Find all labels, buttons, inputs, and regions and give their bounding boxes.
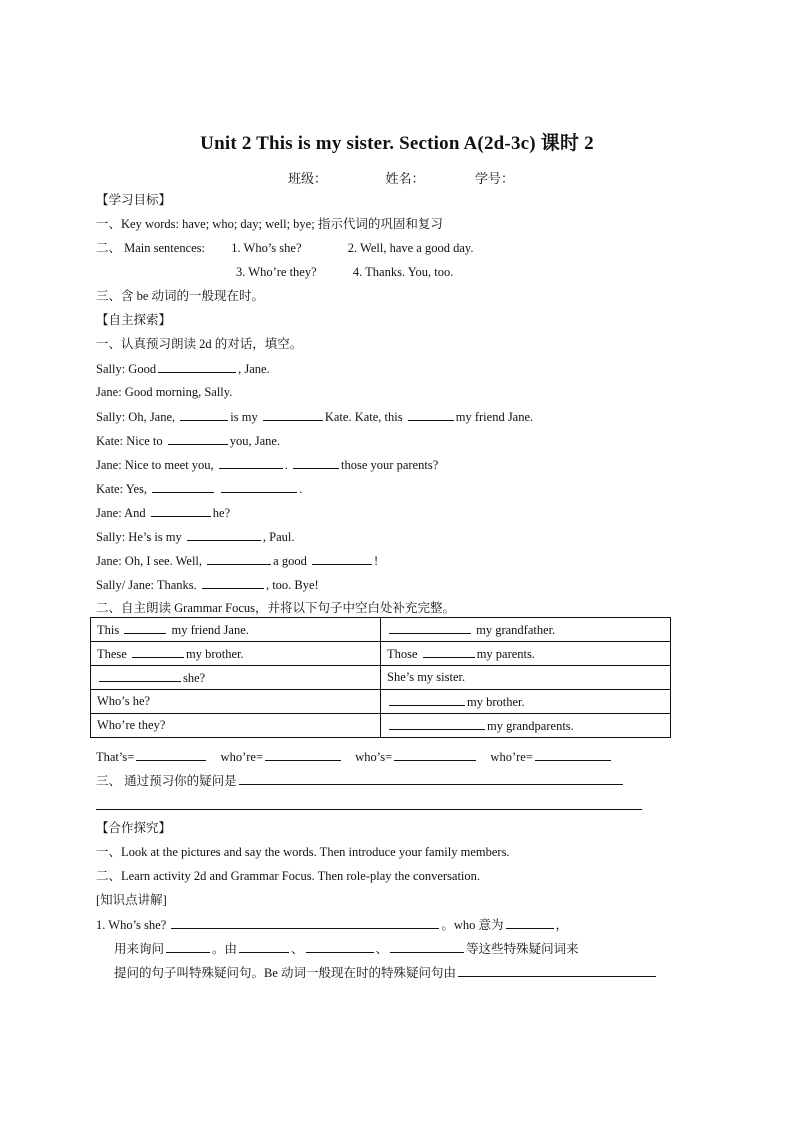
- dialogue-line-1: [96, 360, 270, 377]
- dialogue-text: Kate: Yes,: [96, 482, 148, 496]
- name-label: 姓名：: [385, 171, 425, 186]
- class-label: 班级：: [288, 171, 328, 186]
- coop-item-1: 一、Look at the pictures and say the words. Then introduce your family members.: [96, 845, 510, 859]
- coop-item-2: 二、Learn activity 2d and Grammar Focus. Then role-play the conversation.: [96, 869, 481, 883]
- dialogue-text: a good: [273, 554, 307, 568]
- objective-keywords: 一、Key words: have; who; day; well; bye; 指示代词的巩固和复习: [96, 217, 443, 231]
- table-cell: [91, 690, 381, 714]
- dialogue-text: Jane: And: [96, 506, 146, 520]
- dialogue-line-2: Jane: Good morning, Sally.: [96, 385, 233, 399]
- contraction-label: who’re=: [220, 750, 263, 764]
- fill-blank[interactable]: [306, 940, 374, 953]
- cell-text: Those: [387, 647, 418, 661]
- grammar-focus-table: [90, 617, 671, 738]
- point-text: 。who 意为: [441, 918, 504, 932]
- question-prompt: 三、 通过预习你的疑问是: [96, 774, 237, 788]
- dialogue-text: Sally: Oh, Jane,: [96, 410, 176, 424]
- number-label: 学号：: [475, 171, 515, 186]
- table-row: [91, 666, 671, 690]
- dialogue-text: !: [373, 554, 379, 568]
- fill-blank[interactable]: [132, 645, 184, 658]
- dialogue-text: Sally/ Jane: Thanks.: [96, 578, 197, 592]
- sentence-2: 2. Well, have a good day.: [347, 241, 474, 255]
- dialogue-text: , Jane.: [238, 362, 270, 376]
- dialogue-text: Jane: Nice to meet you,: [96, 458, 214, 472]
- dialogue-text: Kate: Nice to: [96, 434, 163, 448]
- objective-grammar: 三、含 be 动词的一般现在时。: [96, 289, 265, 303]
- cell-text: Who’s he?: [97, 694, 151, 708]
- cell-text: Who’re they?: [97, 718, 166, 732]
- dialogue-text: those your parents?: [341, 458, 439, 472]
- sentence-4: 4. Thanks. You, too.: [352, 265, 454, 279]
- cell-text: my brother.: [467, 695, 525, 709]
- dialogue-line-3: [96, 408, 533, 425]
- contractions-line: [96, 748, 613, 765]
- fill-blank[interactable]: [265, 748, 341, 761]
- dialogue-line-9: [96, 552, 378, 569]
- contraction-label: That’s=: [96, 750, 135, 764]
- fill-blank[interactable]: [389, 693, 465, 706]
- point-text: ，: [555, 918, 569, 932]
- cell-text: These: [97, 647, 127, 661]
- answer-line[interactable]: [96, 809, 642, 810]
- fill-blank[interactable]: [408, 408, 454, 421]
- point-text: 等这些特殊疑问词来: [466, 942, 579, 956]
- explore-header: 【自主探索】: [96, 313, 172, 327]
- fill-blank[interactable]: [187, 528, 261, 541]
- dialogue-text: Sally: He’s is my: [96, 530, 182, 544]
- explore-item-1: 一、认真预习朗读 2d 的对话，填空。: [96, 337, 303, 351]
- dialogue-line-8: [96, 528, 295, 545]
- fill-blank[interactable]: [158, 360, 236, 373]
- point-text: 提问的句子叫特殊疑问句。Be 动词一般现在时的特殊疑问句由: [114, 966, 457, 980]
- dialogue-text: you, Jane.: [229, 434, 281, 448]
- fill-blank[interactable]: [136, 748, 206, 761]
- explore-item-2: 二、自主朗读 Grammar Focus，并将以下句子中空白处补充完整。: [96, 601, 456, 615]
- question-blank[interactable]: [239, 772, 623, 785]
- table-cell: [381, 618, 671, 642]
- table-row: [91, 714, 671, 738]
- fill-blank[interactable]: [166, 940, 210, 953]
- cell-text: This: [97, 623, 120, 637]
- dialogue-text: .: [299, 482, 303, 496]
- contraction-label: who’s=: [355, 750, 393, 764]
- page-title: Unit 2 This is my sister. Section A(2d-3c) 课时 2: [200, 133, 594, 154]
- knowledge-point-1: [96, 916, 568, 933]
- fill-blank[interactable]: [207, 552, 271, 565]
- dialogue-text: he?: [212, 506, 231, 520]
- fill-blank[interactable]: [99, 669, 181, 682]
- dialogue-line-5: [96, 456, 438, 473]
- fill-blank[interactable]: [293, 456, 339, 469]
- fill-blank[interactable]: [221, 480, 297, 493]
- fill-blank[interactable]: [219, 456, 283, 469]
- fill-blank[interactable]: [152, 480, 214, 493]
- cell-text: my grandfather.: [476, 623, 556, 637]
- knowledge-point-1-line-2: [114, 940, 579, 957]
- cell-text: my grandparents.: [487, 719, 574, 733]
- dialogue-line-7: [96, 504, 230, 521]
- dialogue-line-4: [96, 432, 280, 449]
- cell-text: my brother.: [185, 647, 244, 661]
- coop-header: 【合作探究】: [96, 821, 172, 835]
- student-info: [288, 168, 514, 187]
- fill-blank[interactable]: [394, 748, 476, 761]
- fill-blank[interactable]: [239, 940, 289, 953]
- objective-sentences: [96, 240, 473, 256]
- point-text: 、: [375, 942, 389, 956]
- cell-text: my friend Jane.: [171, 623, 249, 637]
- contraction-label: who’re=: [490, 750, 533, 764]
- dialogue-text: is my: [230, 410, 258, 424]
- table-cell: [91, 618, 381, 642]
- fill-blank[interactable]: [535, 748, 611, 761]
- cell-text: she?: [183, 671, 206, 685]
- fill-blank[interactable]: [180, 408, 228, 421]
- dialogue-text: .: [284, 458, 288, 472]
- table-cell: [381, 666, 671, 690]
- table-row: [91, 690, 671, 714]
- knowledge-header: [知识点讲解]: [96, 893, 167, 907]
- point-text: 用来询问: [114, 942, 165, 956]
- objective-sentences-2: [236, 264, 453, 280]
- table-cell: [91, 714, 381, 738]
- point-text: 、: [291, 942, 304, 956]
- fill-blank[interactable]: [151, 504, 211, 517]
- fill-blank[interactable]: [202, 576, 264, 589]
- fill-blank[interactable]: [423, 645, 475, 658]
- objectives-header: 【学习目标】: [96, 193, 172, 207]
- sentences-prefix: 二、 Main sentences:: [96, 241, 206, 255]
- fill-blank[interactable]: [506, 916, 554, 929]
- table-cell: [381, 690, 671, 714]
- dialogue-text: , Paul.: [262, 530, 295, 544]
- fill-blank[interactable]: [389, 621, 471, 634]
- knowledge-point-1-line-3: [114, 964, 658, 981]
- cell-text: my parents.: [476, 647, 536, 661]
- table-row: [91, 642, 671, 666]
- table-cell: [91, 666, 381, 690]
- sentence-1: 1. Who’s she?: [231, 241, 302, 255]
- dialogue-text: , too. Bye!: [265, 578, 319, 592]
- dialogue-text: my friend Jane.: [455, 410, 534, 424]
- dialogue-text: Kate. Kate, this: [324, 410, 403, 424]
- fill-blank[interactable]: [389, 717, 485, 730]
- fill-blank[interactable]: [312, 552, 372, 565]
- point-text: 。由: [212, 942, 238, 956]
- point-text: 1. Who’s she?: [96, 918, 167, 932]
- fill-blank[interactable]: [168, 432, 228, 445]
- fill-blank[interactable]: [124, 621, 166, 634]
- table-row: [91, 618, 671, 642]
- sentence-3: 3. Who’re they?: [236, 265, 317, 279]
- dialogue-line-6: [96, 480, 302, 497]
- table-cell: [381, 714, 671, 738]
- fill-blank[interactable]: [390, 940, 464, 953]
- table-cell: [91, 642, 381, 666]
- fill-blank[interactable]: [458, 964, 656, 977]
- fill-blank[interactable]: [171, 916, 439, 929]
- dialogue-text: Sally: Good: [96, 362, 157, 376]
- table-cell: [381, 642, 671, 666]
- dialogue-line-10: [96, 576, 319, 593]
- explore-item-3: [96, 772, 625, 789]
- fill-blank[interactable]: [263, 408, 323, 421]
- dialogue-text: Jane: Oh, I see. Well,: [96, 554, 203, 568]
- cell-text: She’s my sister.: [387, 670, 466, 684]
